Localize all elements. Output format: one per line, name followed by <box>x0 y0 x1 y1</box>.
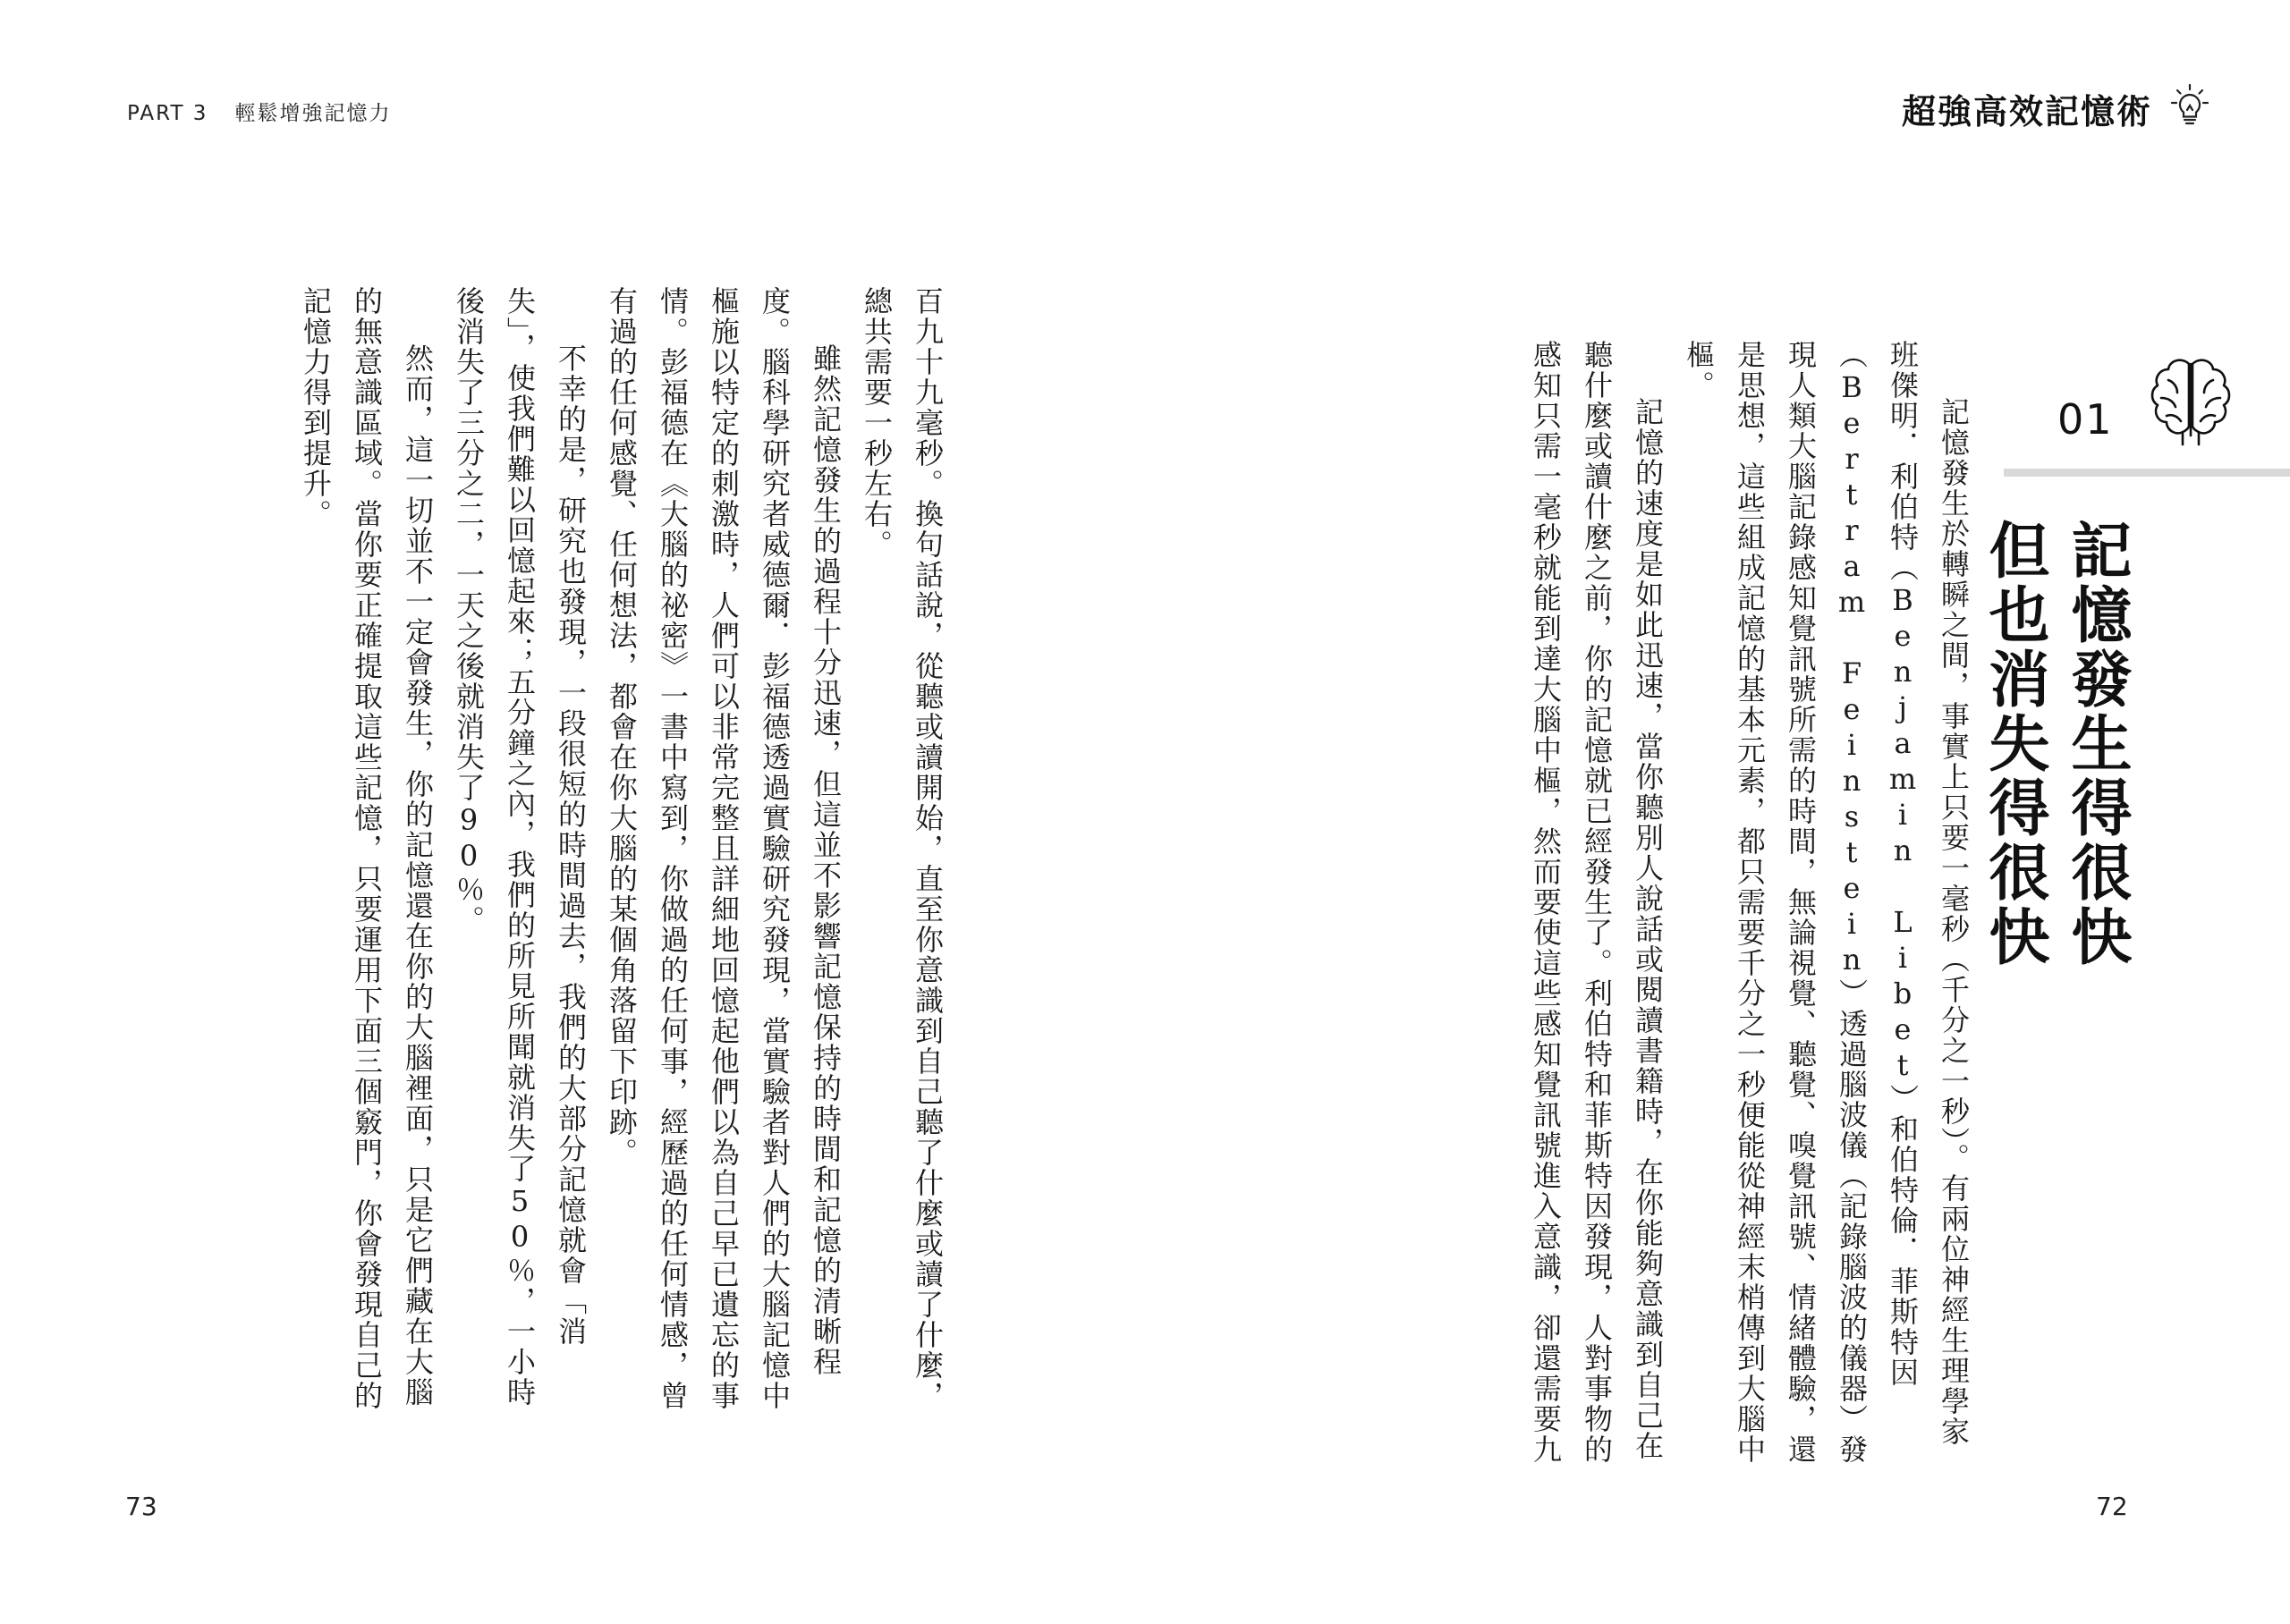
paragraph: 雖然記憶發生的過程十分迅速，但這並不影響記憶保持的時間和記憶的清晰程度。腦科學研究者威德爾．彭福德透過實驗研究發現，當實驗者對人們的大腦記憶中樞施以特定的刺激時，人們可以非常完整且詳細地回憶起他們以為自己早已遺忘的事情。彭福德在《大腦的祕密》一書中寫到，你做過的任何事，經歷過的任何情感，曾有過的任何感覺、任何想法，都會在你大腦的某個角落留下印跡。 <box>605 286 843 1411</box>
running-head <box>127 97 391 126</box>
series-title: 超強高效記憶術 <box>1902 92 2153 131</box>
paragraph: 記憶的速度是如此迅速，當你聽別人說話或閱讀書籍時，在你能夠意識到自己在聽什麼或讀什麼之前，你的記憶就已經發生了。利伯特和菲斯特因發現，人對事物的感知只需一毫秒就能到達大腦中樞，然而要使這些感知覺訊號進入意識，卻還需要九 <box>1529 340 1665 1465</box>
right-page <box>1145 0 2290 1624</box>
paragraph: 百九十九毫秒。換句話說，從聽或讀開始，直至你意識到自己聽了什麼或讀了什麼，總共需要一秒左右。 <box>860 286 945 1411</box>
brain-icon <box>2147 353 2235 452</box>
chapter-title <box>1972 519 2137 984</box>
chapter-title-line-2: 但也消失得很快 <box>1979 519 2049 969</box>
part-number: PART 3 <box>127 102 208 125</box>
paragraph: 不幸的是，研究也發現，一段很短的時間過去，我們的大部分記憶就會「消失」，使我們難以回憶起來；五分鐘之內，我們的所見所聞就消失了50％，一小時後消失了三分之二，一天之後就消失了90％。 <box>452 286 588 1408</box>
page-number: 73 <box>125 1492 157 1521</box>
page-number: 72 <box>2096 1492 2128 1521</box>
paragraph: 記憶發生於轉瞬之間，事實上只要一毫秒（千分之一秒）。有兩位神經生理學家班傑明．利伯特（Benjamin Libet）和伯特倫．菲斯特因（Bertram Feinstein）透過腦波儀（記錄腦波的儀器）發現人類大腦記錄感知覺訊號所需的時間，無論視覺、聽覺、嗅覺訊號、情緒體驗，還是思想，這些組成記憶的基本元素，都只需要千分之一秒便能從神經末梢傳到大腦中樞。 <box>1682 340 1971 1465</box>
chapter-title-line-1: 記憶發生得很快 <box>2061 519 2132 969</box>
left-body-text <box>299 286 953 1413</box>
chapter-number: 01 <box>2057 395 2114 444</box>
part-title: 輕鬆增強記憶力 <box>234 102 392 125</box>
paragraph: 然而，這一切並不一定會發生，你的記憶還在你的大腦裡面，只是它們藏在大腦的無意識區域。當你要正確提取這些記憶，只要運用下面三個竅門，你會發現自己的記憶力得到提升。 <box>299 286 435 1411</box>
right-body-text <box>1335 340 1979 1467</box>
lightbulb-icon <box>2165 80 2215 131</box>
chapter-rule <box>2004 469 2290 477</box>
